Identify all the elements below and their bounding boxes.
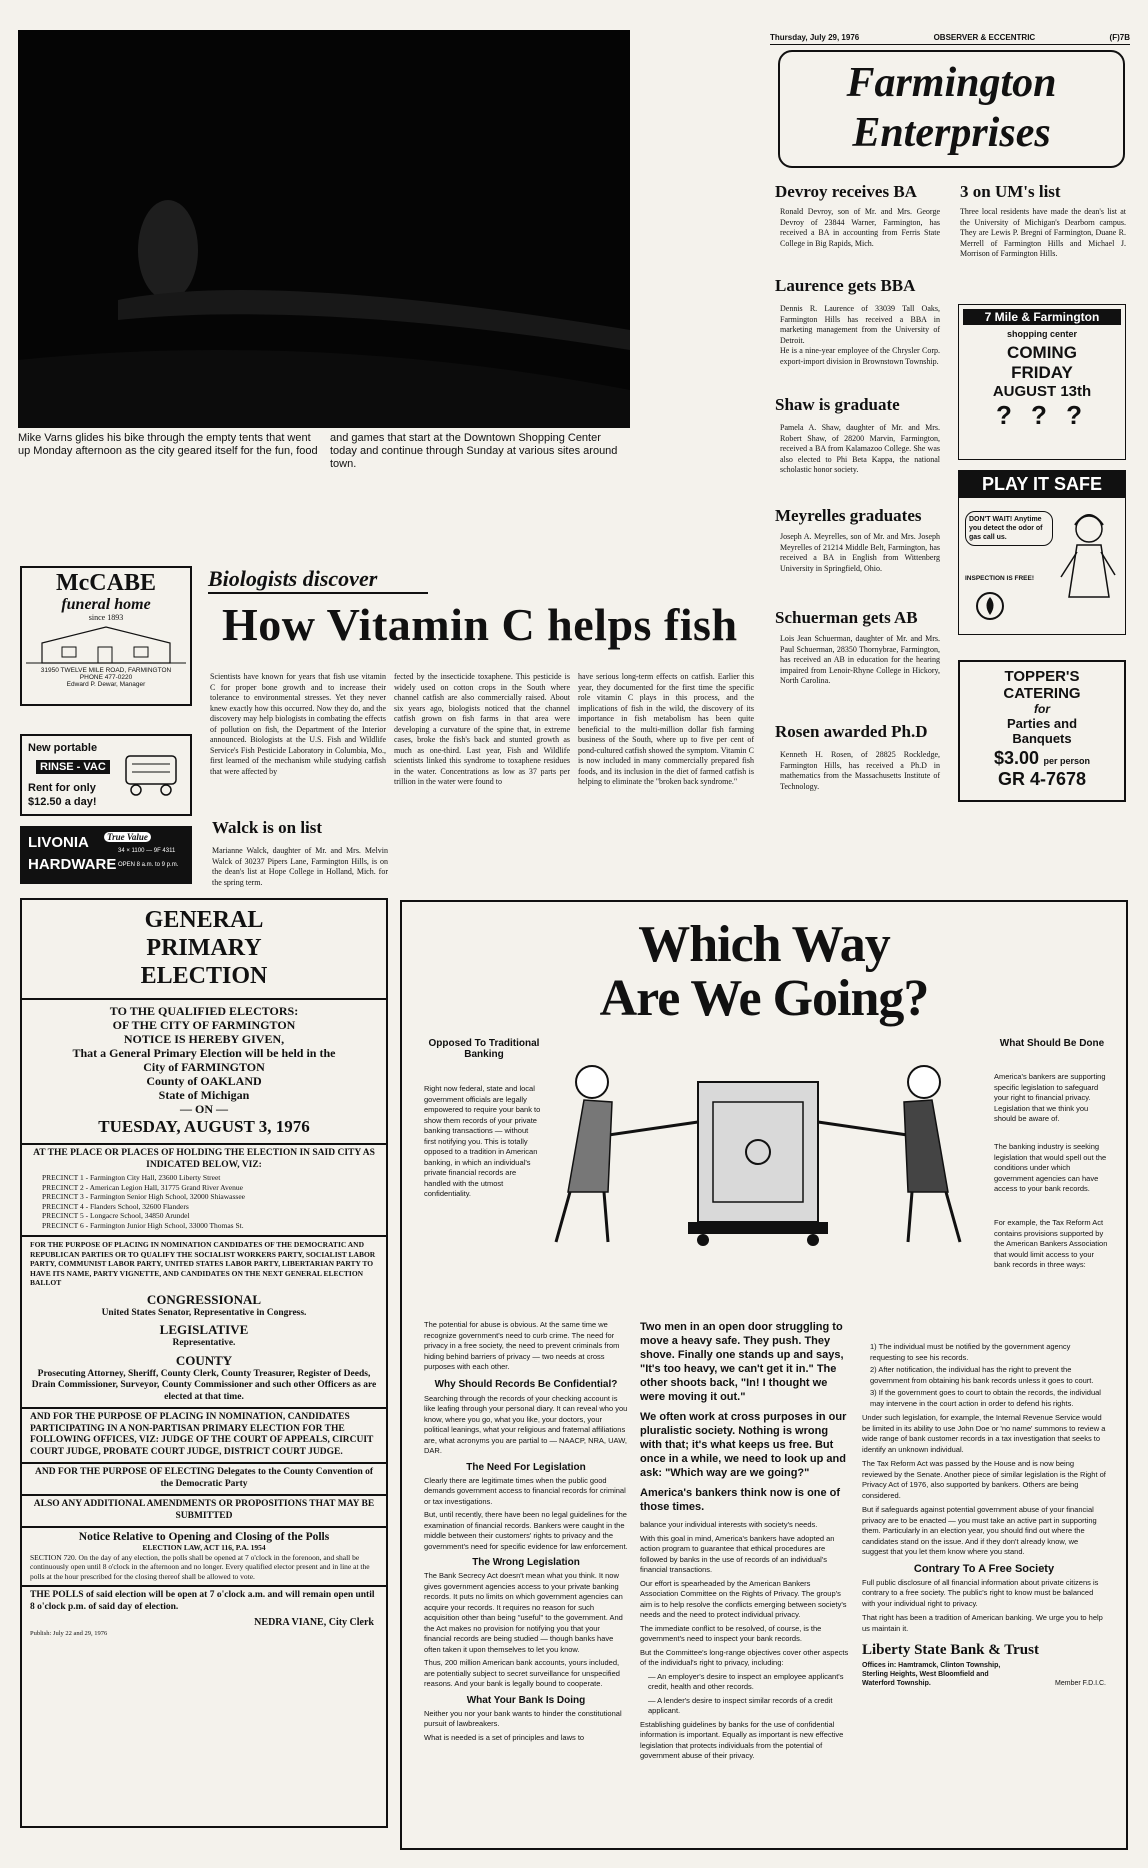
opposed-heading: Opposed To Traditional Banking — [428, 1038, 540, 1060]
col3-body2: 2) After notification, the individual has the right to prevent the government from obtaining his bank records unless it goes to court. — [870, 1365, 1094, 1385]
election-legislative: LEGISLATIVE — [159, 1322, 249, 1337]
toppers-for: for — [1034, 702, 1050, 716]
col1-heading4: What Your Bank Is Doing — [466, 1694, 586, 1706]
precinct-item: PRECINCT 6 - Farmington Junior High School, 33000 Thomas St. — [42, 1220, 244, 1230]
meyrelles-headline: Meyrelles graduates — [775, 506, 922, 525]
laurence-body-1: Dennis R. Laurence of 33039 Tall Oaks, Farmington Hills has received a BBA in marketing management from the University of Detroit. — [780, 304, 940, 345]
col3-body6: But if safeguards against potential government abuse of your financial privacy are to be enacted — you must take an active part in supporting them. Particularly in an election year, you should find out where the candidates stand on the issue. And if they don't already know, we suggest that you let them know where you stand. — [862, 1505, 1097, 1556]
col1-heading1: Why Should Records Be Confidential? — [434, 1378, 618, 1390]
col3-body8: That right has been a tradition of American banking. We urge you to help us maintain it. — [862, 1613, 1103, 1633]
precinct-item: PRECINCT 2 - American Legion Hall, 31775 Grand River Avenue — [42, 1182, 243, 1192]
gas-flame-logo — [975, 591, 1005, 621]
livonia-hardware-ad — [20, 826, 192, 884]
fish-story-col3: have serious long-term effects on catfish. Earlier this year, they documented for the first time the specific role vitamin C plays in this process, and the implications of fish in the wild, the discovery of its importance in fish metabolism has been quite beneficial to the multi-million dollar fish farming business of the South, where up to five per cent of pond-cultured catfish showed the symptom. Vitamin C is now included in many commercially prepared fish foods, and its inclusion in the diet of farmed catfish is helping to eliminate the "broken back syndrome." — [578, 672, 754, 786]
bank-member: Member F.D.I.C. — [1055, 1680, 1106, 1687]
which-way-headline2: Are We Going? — [599, 970, 929, 1027]
election-county-sub: Prosecuting Attorney, Sheriff, County Clerk, County Treasurer, Register of Deeds, Drain Commissioner, Surveyor, County Commissioner and such other Officers as are elected at that time. — [31, 1368, 377, 1402]
precinct-list — [22, 1171, 386, 1232]
mccabe-funeral-home-ad — [20, 566, 192, 706]
election-date: TUESDAY, AUGUST 3, 1976 — [98, 1117, 310, 1136]
col1-body2: Clearly there are legitimate times when the public good demands government access to financial records for criminal or tax investigations. — [424, 1475, 626, 1506]
livonia-brand: True Value — [104, 832, 151, 842]
laurence-headline: Laurence gets BBA — [775, 276, 916, 295]
election-notice6: County of OAKLAND — [146, 1074, 262, 1088]
bank-offices: Offices in: Hamtramck, Clinton Township, Sterling Heights, West Bloomfield and Waterford Township. — [862, 1662, 1001, 1687]
election-purpose: FOR THE PURPOSE OF PLACING IN NOMINATION CANDIDATES OF THE DEMOCRATIC AND REPUBLICAN PARTIES OR TO QUALIFY THE SOCIALIST WORKERS PARTY, SOCIALIST LABOR PARTY, COMMUNIST LABOR PARTY, UNITED STATES LABOR PARTY, LIBERTARIAN PARTY TO HAVE ITS NAME, PARTY VIGNETTE, AND CANDIDATES ON THE NEXT GENERAL ELECTION BALLOT — [30, 1240, 376, 1287]
what-should-body3: For example, the Tax Reform Act contains provisions supported by the American Bankers Association that would limit access to your bank records in three ways: — [994, 1218, 1108, 1269]
mccabe-manager: Edward P. Dewar, Manager — [66, 681, 146, 688]
um-list-headline: 3 on UM's list — [960, 182, 1061, 201]
rinse-vac-brand: RINSE - VAC — [36, 760, 110, 774]
election-notice1: TO THE QUALIFIED ELECTORS: — [109, 1004, 299, 1018]
laurence-body-2: He is a nine-year employee of the Chrysler Corp. export-import division in Brownstown Township. — [780, 346, 940, 366]
election-nonpartisan: AND FOR THE PURPOSE OF PLACING IN NOMINATION, CANDIDATES PARTICIPATING IN A NON-PARTISAN PRIMARY ELECTION FOR THE FOLLOWING OFFICES, VIZ: JUDGE OF THE COURT OF APPEALS, CIRCUIT COURT JUDGE, PROBATE COURT JUDGE, DISTRICT COURT JUDGE. — [30, 1412, 374, 1457]
play-it-safe-title: PLAY IT SAFE — [959, 471, 1125, 498]
col2-body4: The immediate conflict to be resolved, of course, is the government's need to inspect your bank records. — [640, 1623, 822, 1643]
toppers-phone: GR 4-7678 — [997, 769, 1087, 789]
rosen-body: Kenneth H. Rosen, of 28825 Rockledge, Farmington Hills, has received a Ph.D in mathematics from the Massachusetts Institute of Technology. — [780, 750, 940, 791]
col2-body7: — A lender's desire to inspect similar records of a credit applicant. — [648, 1695, 833, 1715]
schuerman-headline: Schuerman gets AB — [775, 608, 918, 627]
col2-cross-purposes: We often work at cross purposes in our pluralistic society. Nothing is wrong with that; it's what keeps us free. But once in a while, we need to look up and ask: "Which way are we going?" — [640, 1411, 847, 1479]
seven-mile-line2: FRIDAY — [1011, 363, 1073, 382]
mccabe-phone: PHONE 477-0220 — [79, 674, 133, 681]
photo-caption-right: and games that start at the Downtown Shopping Center today and continue through Sunday at various sites around town. — [330, 432, 618, 470]
which-way-ad — [400, 900, 1128, 1850]
election-place: AT THE PLACE OR PLACES OF HOLDING THE ELECTION IN SAID CITY AS INDICATED BELOW, VIZ: — [33, 1148, 375, 1170]
funeral-home-building — [22, 623, 190, 667]
election-congressional-sub: United States Senator, Representative in Congress. — [101, 1307, 307, 1318]
election-publish: Publish: July 22 and 29, 1976 — [30, 1630, 108, 1637]
photo-caption-left: Mike Varns glides his bike through the empty tents that went up Monday afternoon as the city geared itself for the fun, food — [18, 432, 318, 457]
election-notice5: City of FARMINGTON — [143, 1060, 265, 1074]
fish-story-col1: Scientists have known for years that fish use vitamin C for proper bone growth and to increase their tolerance to environmental stresses. Yet they never knew exactly how this occurred. Now they do, and the discovery may help biologists in combating the effects of pollution on fish, the Department of the Interior announced. Biologists at the U.S. Fish and Wildlife Service's Fish Pesticide Laboratory in Columbia, Mo., first learned of the mechanism while studying catfish that were affected by — [210, 672, 386, 776]
section-title-line2: Enterprises — [852, 110, 1051, 156]
col2-body5: But the Committee's long-range objectives cover other aspects of the individual's right to privacy, including: — [640, 1647, 849, 1667]
schuerman-body: Lois Jean Schuerman, daughter of Mr. and Mrs. Paul Schuerman, 28350 Thornybrae, Farmington, has received an AB in education for the hearing impaired from Lenoir-Rhyne College in Hickory, North Carolina. — [780, 634, 940, 685]
walck-body: Marianne Walck, daughter of Mr. and Mrs. Melvin Walck of 30237 Pipers Lane, Farmington Hills, is on the dean's list at Hope College in Holland, Mich. for the spring term. — [212, 846, 388, 887]
election-amendments: ALSO ANY ADDITIONAL AMENDMENTS OR PROPOSITIONS THAT MAY BE SUBMITTED — [33, 1499, 375, 1521]
fish-story-headline: How Vitamin C helps fish — [222, 599, 738, 650]
election-notice — [20, 898, 388, 1828]
bank-logo: Liberty State Bank & Trust — [862, 1642, 1039, 1658]
toppers-name1: TOPPER'S — [1004, 668, 1080, 685]
rinse-vac-ad — [20, 734, 192, 816]
col2-body1: balance your individual interests with society's needs. — [640, 1520, 818, 1529]
election-clerk: NEDRA VIANE, City Clerk — [254, 1617, 374, 1628]
col2-body3: Our effort is spearheaded by the American Bankers Association Committee on the Rights of Privacy. The group's aim is to help resolve the conflicts emerging between society's needs and the need to protect individual privacy. — [640, 1578, 847, 1619]
col1-body3: But, until recently, there have been no legal guidelines for the examination of financial records. Bankers were caught in the middle between their customers' rights to privacy and the government's need for specific evidence for law enforcement. — [424, 1510, 628, 1551]
col3-heading: Contrary To A Free Society — [913, 1562, 1055, 1575]
col2-body8: Establishing guidelines by banks for the use of confidential information is important. Equally as important is new effective legislation that protects individuals from the potential of government abuse of their privacy. — [640, 1719, 844, 1760]
masthead-paper: OBSERVER & ECCENTRIC — [933, 33, 1036, 42]
play-it-safe-free: INSPECTION IS FREE! — [965, 575, 1034, 582]
front-photo — [18, 30, 630, 428]
election-on: — ON — — [180, 1102, 228, 1116]
opposed-body: Right now federal, state and local government officials are legally empowered to require your bank to show them records of your private banking transactions — without first notifying you. This is totally opposed to a tradition in American banking, in which an individual's private financial records are handled with the utmost confidentiality. — [424, 1084, 541, 1198]
toppers-price: $3.00 — [993, 748, 1040, 768]
section-title-line1: Farmington — [846, 60, 1057, 106]
livonia-name1: LIVONIA — [28, 834, 89, 851]
meyrelles-body: Joseph A. Meyrelles, son of Mr. and Mrs. Joseph Meyrelles of 21214 Middle Belt, Farmington, has received a BA in English from Wittenberg University in Springfield, Ohio. — [780, 532, 940, 573]
col3-body7: Full public disclosure of all financial information about private citizens is contrary to a free society. The public's right to know must be balanced with your individual right to privacy. — [862, 1577, 1099, 1608]
col1-heading3: The Wrong Legislation — [472, 1557, 580, 1568]
rinse-vac-price: $12.50 a day! — [28, 796, 97, 808]
seven-mile-line1: COMING — [1007, 343, 1077, 362]
election-section: SECTION 720. On the day of any election, the polls shall be opened at 7 o'clock in the forenoon, and shall be continuously open until 8 o'clock in the afternoon and no longer. Every qualified elector present and in line at the polls at the hour prescribed for the closing thereof shall be allowed to vote. — [30, 1552, 370, 1581]
shaw-body: Pamela A. Shaw, daughter of Mr. and Mrs. Robert Shaw, of 28200 Marvin, Farmington, received a BA from Kalamazoo College. She was also elected to Phi Beta Kappa, the national scholastic honor society. — [780, 423, 940, 474]
what-should-body1: America's bankers are supporting specific legislation to safeguard your right to financial privacy. Legislation that we think you should be aware of. — [994, 1072, 1106, 1123]
precinct-item: PRECINCT 3 - Farmington Senior High School, 32000 Shiawassee — [42, 1192, 245, 1201]
seven-mile-sub: shopping center — [1006, 329, 1077, 339]
which-way-col2 — [640, 1320, 850, 1762]
precinct-item: PRECINCT 5 - Longacre School, 34850 Arundel — [42, 1211, 190, 1220]
devroy-headline: Devroy receives BA — [775, 182, 917, 201]
which-way-headline1: Which Way — [638, 916, 890, 973]
section-title-box — [778, 50, 1125, 168]
election-notice4: That a General Primary Election will be held in the — [72, 1046, 336, 1060]
col3-body1: 1) The individual must be notified by the government agency requesting to see his records. — [870, 1342, 1071, 1362]
seven-mile-title: 7 Mile & Farmington — [963, 309, 1121, 325]
election-congressional: CONGRESSIONAL — [146, 1291, 262, 1307]
election-notice7: State of Michigan — [158, 1088, 250, 1102]
col1-body1: Searching through the records of your checking account is like leafing through your personal diary. It can reveal who you know, where you go, what you like, your doctors, your political leanings, what your religious and fraternal affiliations are, what acronyms you are partial to — NAACP, NRA, UAW, DAR. — [424, 1393, 628, 1455]
col1-body4: The Bank Secrecy Act doesn't mean what you think. It now gives government agencies access to your private banking records. It puts no limits on which government agencies can acquire your records. It requires no reason for such acquisition other than being "useful" to the government. And the Act makes no provision for notifying you that your financial records are being studied — though banks have often taken it upon themselves to let you know. — [424, 1571, 623, 1654]
mccabe-since: since 1893 — [88, 613, 124, 622]
which-way-col1 — [424, 1320, 628, 1743]
election-notice3: NOTICE IS HEREBY GIVEN, — [123, 1032, 285, 1046]
toppers-name2: CATERING — [1003, 685, 1081, 702]
col2-bankers-think: America's bankers think now is one of those times. — [640, 1487, 841, 1513]
what-should-body2: The banking industry is seeking legislation that would spell out the conditions under which government agencies can have access to your bank records. — [994, 1142, 1107, 1193]
livonia-address: 34 × 1100 — 9F 4311 — [118, 848, 176, 854]
col3-body5: The Tax Reform Act was passed by the House and is now being reviewed by the Senate. Another piece of similar legislation is the Right of Privacy Act of 1976, also supported by bankers. Others are being considered. — [862, 1459, 1106, 1500]
livonia-name2: HARDWARE — [28, 856, 117, 873]
which-way-col3 — [862, 1342, 1106, 1687]
toppers-price-row — [960, 748, 1124, 769]
fish-story-col2: fected by the insecticide toxaphene. This pesticide is widely used on cotton crops in the South where channel catfish are also commercially raised. About six years ago, biologists noticed that the channel catfish grown on fish farms in that area were developing a curvature of the spine that, in extreme cases, broke the fish's back and stunted growth as much as one-third. Last year, Fish and Wildlife scientists linked this syndrome to toxaphene residues in the water. Concentrations as low as 37 parts per trillion in the water were found to — [394, 672, 570, 786]
rinse-vac-line1: New portable — [28, 742, 98, 754]
election-county: COUNTY — [175, 1352, 233, 1368]
what-should-heading: What Should Be Done — [999, 1038, 1105, 1049]
um-list-body: Three local residents have made the dean's list at the University of Michigan's Dearborn campus. They are Lewis P. Bregni of Farmington, Duane R. Merrell of Farmington Hills and Michael J. Morrison of Farmington Hills. — [960, 207, 1126, 258]
toppers-per: per person — [1043, 756, 1090, 766]
woman-illustration — [1057, 507, 1121, 627]
col2-safe-story: Two men in an open door struggling to move a heavy safe. They push. They shove. Finally one stands up and says, "It's too heavy, we can't get it in." The other shoots back, "In! I thought we were moving it out." — [640, 1321, 844, 1403]
col2-body6: — An employer's desire to inspect an employee applicant's credit, health and other records. — [648, 1671, 844, 1691]
devroy-body: Ronald Devroy, son of Mr. and Mrs. George Devroy of 23844 Warner, Farmington, has received a BA in accounting from Ferris State College in Big Rapids, Mich. — [780, 207, 940, 248]
col1-heading2: The Need For Legislation — [466, 1461, 586, 1473]
election-title3: ELECTION — [140, 963, 268, 989]
election-act: ELECTION LAW, ACT 116, P.A. 1954 — [142, 1543, 266, 1552]
election-notice-polls: Notice Relative to Opening and Closing of the Polls — [78, 1531, 330, 1543]
fish-story-kicker: Biologists discover — [208, 566, 378, 591]
mccabe-address: 31950 TWELVE MILE ROAD, FARMINGTON — [40, 667, 172, 674]
safe-tug-of-war-illustration — [548, 1042, 968, 1252]
walck-headline: Walck is on list — [212, 818, 323, 837]
shaw-headline: Shaw is graduate — [775, 395, 900, 414]
rinse-vac-line2: Rent for only — [28, 782, 96, 794]
precinct-item: PRECINCT 1 - Farmington City Hall, 23600 Liberty Street — [42, 1173, 221, 1182]
seven-mile-question-marks: ? ? ? — [995, 400, 1089, 430]
col1-body7: What is needed is a set of principles and laws to — [424, 1732, 585, 1742]
election-notice2: OF THE CITY OF FARMINGTON — [112, 1018, 296, 1032]
precinct-item: PRECINCT 4 - Flanders School, 32600 Flanders — [42, 1201, 189, 1211]
toppers-catering-ad — [958, 660, 1126, 802]
col1-body6: Neither you nor your bank wants to hinder the constitutional pursuit of lawbreakers. — [424, 1708, 622, 1728]
seven-mile-ad — [958, 304, 1126, 460]
photo-bike-rider — [18, 30, 630, 428]
election-delegates: AND FOR THE PURPOSE OF ELECTING Delegates to the County Convention of the Democratic Party — [34, 1467, 374, 1489]
toppers-line1: Parties and — [1006, 716, 1078, 731]
mccabe-name: McCABE — [56, 570, 156, 596]
col1-intro: The potential for abuse is obvious. At the same time we recognize government's need to curb crime. The need for privacy in a free society, the need to prevent criminals from hiding behind barriers of privacy — two needs at cross purposes with each other. — [424, 1320, 620, 1371]
col1-body5: Thus, 200 million American bank accounts, yours included, are potentially subject to secret surveillance for unspecified reasons. And your bank is legally bound to cooperate. — [424, 1658, 620, 1688]
election-legislative-sub: Representative. — [172, 1338, 236, 1348]
rinse-vac-machine — [118, 744, 188, 810]
mccabe-sub: funeral home — [61, 596, 151, 613]
col3-body4: Under such legislation, for example, the Internal Revenue Service would be limited in its ability to use John Doe or 'no name' summons to review a wide range of bank customer records in a tax investigation that seeks to identify an unknown individual. — [862, 1413, 1106, 1454]
page-masthead — [770, 33, 1130, 42]
livonia-hours: OPEN 8 a.m. to 9 p.m. — [118, 862, 179, 868]
play-it-safe-ad — [958, 470, 1126, 635]
masthead-page: (F)7B — [1109, 33, 1130, 42]
toppers-line2: Banquets — [1012, 731, 1072, 746]
seven-mile-line3: AUGUST 13th — [992, 383, 1092, 400]
col3-body3: 3) If the government goes to court to obtain the records, the individual may intervene in the court action in order to defend his rights. — [870, 1388, 1101, 1408]
election-title2: PRIMARY — [146, 935, 262, 961]
rosen-headline: Rosen awarded Ph.D — [775, 722, 928, 741]
election-polls: THE POLLS of said election will be open at 7 o'clock a.m. and will remain open until 8 o'clock p.m. of said day of election. — [30, 1590, 375, 1612]
play-it-safe-bubble: DON'T WAIT! Anytime you detect the odor of gas call us. — [965, 511, 1053, 546]
col2-body2: With this goal in mind, America's bankers have adopted an action program to guarantee that ethical procedures are followed by banks in the use of records of an individual's financial transactions. — [640, 1533, 835, 1574]
election-title1: GENERAL — [144, 907, 264, 933]
masthead-date: Thursday, July 29, 1976 — [770, 33, 860, 42]
